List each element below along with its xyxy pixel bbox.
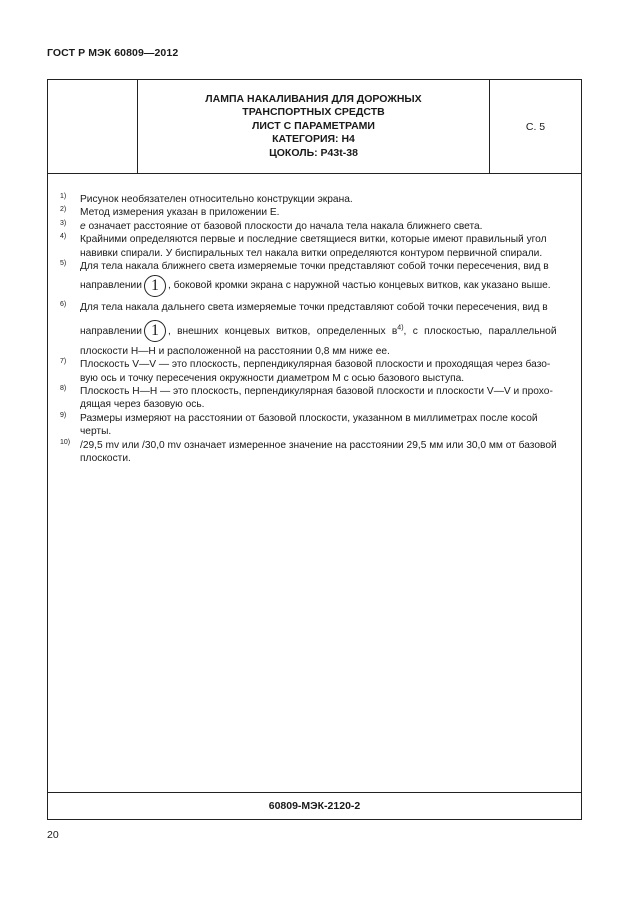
footnote-9 <box>60 412 572 439</box>
footnote-number: 9) <box>60 411 67 419</box>
footnote-text: дящая через базовую ось. <box>80 399 205 411</box>
footnote-7 <box>60 358 572 385</box>
footnote-reference: 4) <box>397 324 404 332</box>
footnote-text: , с плоскостью, параллельной <box>403 325 557 337</box>
footnote-text: направлении <box>80 280 142 292</box>
footnote-text: плоскости Н—Н и расположенной на расстоянии 0,8 мм ниже ее. <box>80 345 390 357</box>
footnote-text: Рисунок необязателен относительно конструкции экрана. <box>80 194 353 205</box>
footnote-2 <box>60 206 572 219</box>
footnote-text: Размеры измеряют на расстоянии от базовой плоскости, указанном в миллиметрах после косой <box>80 412 538 424</box>
footnote-4 <box>60 233 572 260</box>
footnote-text: /29,5 mv или /30,0 mv означает измеренное значение на расстоянии 29,5 мм или 30,0 мм от базовой <box>80 439 557 451</box>
title-line: КАТЕГОРИЯ: Н4 <box>272 133 355 146</box>
footnote-text-line <box>80 319 572 345</box>
footnote-6 <box>60 301 572 358</box>
footnote-text-line <box>80 273 572 299</box>
footnote-5 <box>60 260 572 299</box>
footnote-number: 4) <box>60 233 67 241</box>
footnote-text: вую ось и точку пересечения окружности диаметром М с осью базового выступа. <box>80 372 465 384</box>
footnote-text: , внешних концевых витков, определенных в <box>167 325 398 337</box>
footnote-text: означает расстояние от базовой плоскости до начала тела накала ближнего света. <box>85 220 483 232</box>
footnote-text: навивки спирали. У биспиральных тел накала витки определяются контуром первичной спирали. <box>80 247 543 259</box>
sheet-header <box>48 80 581 174</box>
header-blank-cell <box>48 80 138 173</box>
footnote-number: 2) <box>60 206 67 214</box>
footnote-text: Плоскость V—V — это плоскость, перпендикулярная базовой плоскости и проходящая через базо- <box>80 359 551 371</box>
footnote-10 <box>60 439 572 466</box>
sheet-footer-code: 60809-МЭК-2120-2 <box>48 792 581 819</box>
footnote-text: Крайними определяются первые и последние светящиеся витки, которые имеют правильный угол <box>80 234 547 246</box>
view-direction-circle: 1 <box>144 320 166 342</box>
footnote-number: 7) <box>60 358 67 366</box>
footnote-text: плоскости. <box>80 453 131 465</box>
footnote-text: Плоскость Н—Н — это плоскость, перпендикулярная базовой плоскости и плоскости V—V и прохо- <box>80 386 553 398</box>
title-line: ЛИСТ С ПАРАМЕТРАМИ <box>252 119 375 132</box>
footnote-text: Для тела накала дальнего света измеряемые точки представляют собой точки пересечения, вид в <box>80 302 548 314</box>
sheet-number: С. 5 <box>525 120 546 133</box>
title-line: ТРАНСПОРТНЫХ СРЕДСТВ <box>242 106 385 119</box>
footnote-text: Метод измерения указан в приложении Е. <box>80 207 280 219</box>
view-direction-circle: 1 <box>144 275 166 297</box>
footnote-number: 1) <box>60 193 67 200</box>
page-frame <box>47 79 582 820</box>
header-title <box>138 80 490 173</box>
document-code: ГОСТ Р МЭК 60809—2012 <box>47 47 179 59</box>
footnote-1 <box>60 193 572 206</box>
footnote-text: направлении <box>80 325 142 337</box>
footnotes <box>60 193 572 466</box>
footnote-number: 5) <box>60 260 67 268</box>
page-number: 20 <box>47 829 59 841</box>
footnote-text: , боковой кромки экрана с наружной частью концевых витков, как указано выше. <box>167 280 551 292</box>
footnote-number: 6) <box>60 301 67 309</box>
footnote-number: 3) <box>60 219 67 227</box>
title-line: ЦОКОЛЬ: P43t-38 <box>269 146 358 159</box>
title-line: ЛАМПА НАКАЛИВАНИЯ ДЛЯ ДОРОЖНЫХ <box>205 92 422 105</box>
footnote-3 <box>60 220 572 233</box>
footnote-text: Для тела накала ближнего света измеряемые точки представляют собой точки пересечения, вид в <box>80 261 549 273</box>
footnote-text: черты. <box>80 426 112 438</box>
footnote-symbol: e <box>80 220 86 232</box>
footnote-number: 8) <box>60 385 67 393</box>
footnote-8 <box>60 385 572 412</box>
footnote-number: 10) <box>60 438 71 446</box>
